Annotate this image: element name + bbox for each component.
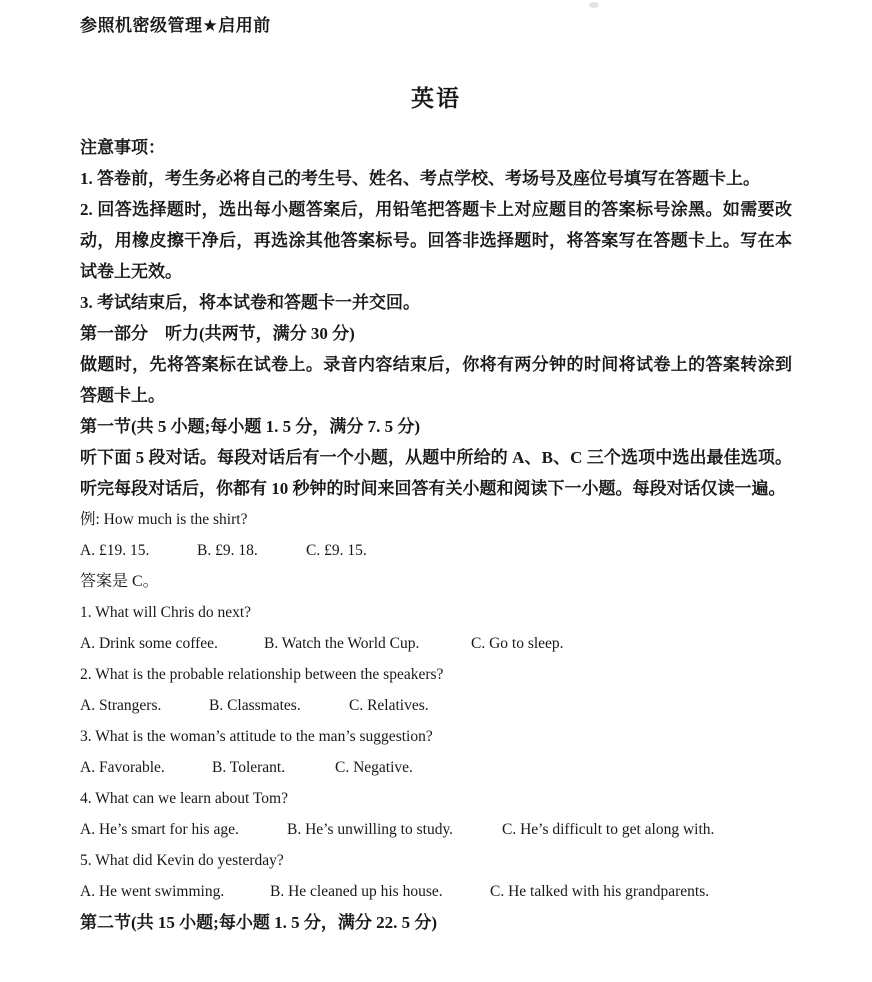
scan-artifact (589, 2, 599, 8)
question-2-option-a: A. Strangers. (80, 697, 162, 714)
question-1-text: 1. What will Chris do next? (80, 604, 252, 621)
notice-item-1: 1. 答卷前，考生务必将自己的考生号、姓名、考点学校、考场号及座位号填写在答题卡上。 (80, 169, 760, 188)
example-option-a: A. £19. 15. (80, 542, 150, 559)
question-4-text: 4. What can we learn about Tom? (80, 790, 288, 807)
question-1-option-a: A. Drink some coffee. (80, 635, 218, 652)
example-answer: 答案是 C。 (80, 573, 159, 590)
notice-heading: 注意事项： (80, 138, 165, 157)
question-4-options-row (80, 814, 792, 845)
question-4-option-b: B. He’s unwilling to study. (287, 821, 454, 838)
section1-instructions: 听下面 5 段对话。每段对话后有一个小题，从题中所给的 A、B、C 三个选项中选出最佳选项。听完每段对话后，你都有 10 秒钟的时间来回答有关小题和阅读下一小题。每段对话仅读一遍。 (80, 448, 792, 498)
example-option-c: C. £9. 15. (306, 542, 367, 559)
example-question: 例: How much is the shirt? (80, 511, 248, 528)
question-2-option-b: B. Classmates. (209, 697, 301, 714)
question-3-option-a: A. Favorable. (80, 759, 165, 776)
question-5-option-c: C. He talked with his grandparents. (490, 883, 710, 900)
notice-item-3: 3. 考试结束后，将本试卷和答题卡一并交回。 (80, 293, 420, 312)
classification-notice: 参照机密级管理★启用前 (80, 16, 271, 35)
question-5-text: 5. What did Kevin do yesterday? (80, 852, 284, 869)
question-3-option-b: B. Tolerant. (212, 759, 286, 776)
question-3-text: 3. What is the woman’s attitude to the man’s suggestion? (80, 728, 433, 745)
question-2-options-row (80, 690, 792, 721)
example-option-b: B. £9. 18. (197, 542, 258, 559)
example-options-row (80, 535, 792, 566)
question-5-option-b: B. He cleaned up his house. (270, 883, 443, 900)
question-5-options-row (80, 876, 792, 907)
part1-instructions: 做题时，先将答案标在试卷上。录音内容结束后，你将有两分钟的时间将试卷上的答案转涂到答题卡上。 (80, 355, 792, 405)
question-1-option-c: C. Go to sleep. (471, 635, 564, 652)
section1-heading: 第一节(共 5 小题;每小题 1. 5 分，满分 7. 5 分) (80, 417, 420, 436)
question-5-option-a: A. He went swimming. (80, 883, 225, 900)
question-4-option-a: A. He’s smart for his age. (80, 821, 239, 838)
question-1-options-row (80, 628, 792, 659)
exam-title: 英语 (411, 86, 461, 111)
question-4-option-c: C. He’s difficult to get along with. (502, 821, 715, 838)
question-1-option-b: B. Watch the World Cup. (264, 635, 420, 652)
question-3-options-row (80, 752, 792, 783)
section2-heading: 第二节(共 15 小题;每小题 1. 5 分，满分 22. 5 分) (80, 913, 437, 932)
question-2-text: 2. What is the probable relationship between the speakers? (80, 666, 444, 683)
part1-heading: 第一部分 听力(共两节，满分 30 分) (80, 324, 355, 343)
question-2-option-c: C. Relatives. (349, 697, 429, 714)
notice-item-2: 2. 回答选择题时，选出每小题答案后，用铅笔把答题卡上对应题目的答案标号涂黑。如需要改动，用橡皮擦干净后，再选涂其他答案标号。回答非选择题时，将答案写在答题卡上。写在本试卷上无效。 (80, 200, 792, 281)
question-3-option-c: C. Negative. (335, 759, 413, 776)
